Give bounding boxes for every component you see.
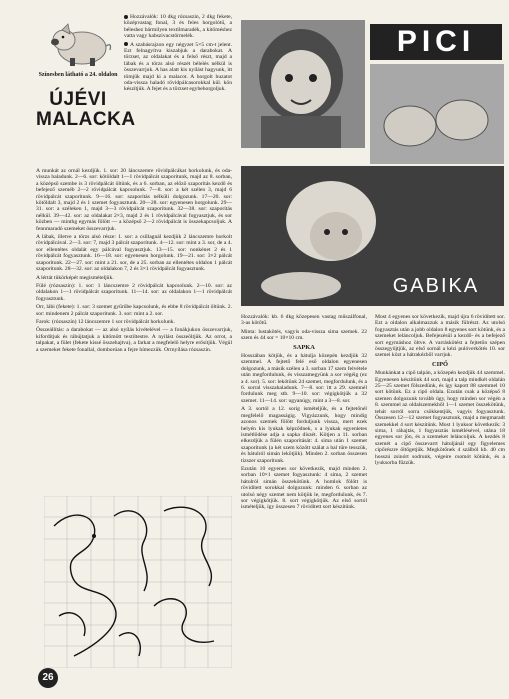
hat-heading: SAPKA [293, 343, 315, 351]
page-number-badge: 26 [38, 668, 58, 688]
legs-paragraph: A lábak, illetve a törzs alsó része: 1. sor: a csillagnál kezdjük 2 láncszemre horkolt rövidpálcával. 2—3. sor: 7, majd 3 pálcát szaporítunk. 4—12. sor: mint a 3. sor, de a 4. sor ellentétes oldalát egy pálcával fogyasztjuk. 13—15. sor: nonkénet 2 és 1 rövidpálcát fogyasztunk. 16—18. sor: egyenesen horgolunk. 19—21. sor: 3×2 pálcát szaporítunk. 22—27. sor: mint a 21. sor, de a 25. sorban az ellentétes oldalon 1 pálcát szaporítunk. 28—32. sor: az oldalakon 7, 2 és 3×1 rövidpálcát fogyasztunk. [36, 234, 232, 273]
mirror-paragraph: A lértát tükörképét megismételjük. [36, 274, 114, 281]
pattern-paragraph: Minta: lustakötés, vagyis oda-vissza sima szemek. 22 szem és 44 sor = 10×10 cm. [241, 328, 367, 342]
instructions-column-middle [241, 314, 367, 692]
intro-column [124, 14, 232, 174]
instructions-column-right [375, 314, 505, 692]
cutting-pattern-diagram [44, 496, 232, 668]
nose-paragraph: Orr, lábi (fekete): 1. sor: 3 szemet gyűrűbe kapcsolunk, és ebbe 8 rövidpálcát öltünk. 2. sor: mindenem 2 pálcát szaporítunk. 3. sor: mint a 2. sor. [36, 304, 232, 317]
hat-paragraph-4: Most 4 egyenes sor következik, majd újra 6 rövidített sor. Ezt a oldalon alkalmazzuk a másik fülrészt. Az utolsó fogyasztás után a jobb oldalon 8 egyenes sort kötünk, és a szemeket leláncoljuk. Befejezésül a kezdő- és a befejező sort egymáshoz öltve. A varráskötést a fejtetőn szépen összegyűjtjük, az első sornál a kézi pulóverkötés 10. sor szemei közt a hátrakézből varrjuk. [375, 314, 505, 359]
materials-paragraph-2: Hozzávalók: kb. 6 dkg közepesen vastag műszálfonal, 3-as kötőtű. [241, 314, 367, 327]
cutting-paragraph: A szabásrajzon egy négyzet 5×5 cm-t jelent. Ezt felnagyítva kiszabjuk a darabokat. A törzset, az oldalakat és a felső részt, majd a lábak és a törzs alsó részét bélelés nélkül is összevarrjuk. A has alatt kis nyílást hagyunk, itt tömjük majd ki a malacot. A horgolt huzatot oda-vissza haladó rövidpálcasorokkal kül. kön készítjük. A fejet és a törzset egybehorgoljuk. [124, 41, 232, 93]
shoe-paragraph: Munkánkat a cipő talpán, a közepén kezdjük 44 szemmel. Egyenesen készítünk 44 sort, majd a talp mindkét oldalán 25—25 szemet fölszedünk, és így kapott 88 szemmel 10 sort kötünk. Ez a cipő oldala. Ezután csak a középső 8 szemen dolgozunk tovább úgy, hogy minden sor végén a 8. szemmel az oldalszemekből 1—1 szemet összekötünk, tehát sorról sorra csökkentjük, vagyis fogyasztunk. Összesen 12—12 szemet fogyasztunk, majd a megmaradt szemekkel 4 sort készítünk. Most 1 lyuksor következik: 3 sima, 1 ráhajtás, 1 fogyasztás ismétlésével, utána 18 egyenes sor jön, és a szemeket leláncoljuk. A kezdés 8 szemét a cipő összevarrt hátuljánál egy figyelemes cipőrészre öltögetjük. Megkötőnek 4 szálból kb. 40 cm hosszú zsinórt sodrunk, végeire csomót kötünk, és a lyuksorba fűzzük. [375, 370, 505, 466]
tail-paragraph: Farok: (rózsaszín) 12 láncszemre 1 sor rövidpálcát horkolunk. [36, 318, 175, 325]
bullet-icon [124, 42, 128, 46]
pattern-title [36, 89, 136, 130]
instructions-column-left [36, 168, 232, 494]
materials-paragraph: Hozzávalók: 10 dkg rózsaszín, 2 dkg fekete, középvastag fonal, 3 és feles horgolótű, a béleshez bármilyen textilmaradék, a kitöméshez vatta vagy habszivacstörmelék. [124, 14, 232, 40]
gabika-heading: GABIKA [392, 275, 480, 297]
bootie-photo [370, 64, 504, 164]
bootie-image [370, 64, 504, 164]
snout-paragraph: A munkát az ornál kezdjük. 1. sor: 20 láncszemre rövidpálcákat horkolunk, és oda-vissza haladunk. 2—6. sor: kötöldalt 1—1 rövidpálcát szaporítunk, majd az 8. sorban, a középső szembe is 3 rövidpálcát öltünk, és a 6. sorban, az előző szaporítás kezdő és befejező szeméb 2—2 rövidpálcát kapcsolunk. 7—8. sor: a két szélen 3, majd 6 rövidpálcát szaporítunk. 9—16. sor: szaporítás nélküli dolgozunk. 17—20. sor: kötöldalt 3, majd 2 és 1 szemet fogyasztunk. 20—28. sor: egyenesen horgolunk. 29—31. sor: a széleken 1, majd 3—3 rövidpálcát szaporítunk. 32—38. sor: szaporítás nélkül. 39—42. sor: az oldalakat 2×3, majd 2 és 1 rövidpálcával fogyasztjuk, és sor közben — minthg egymás fölött — a középső 2—2 rövidpálcát is összekapcsoljuk. A fennmaradó szemeket összevarrjuk. [36, 168, 232, 232]
pici-heading: PICI [370, 24, 502, 60]
title-line-1: ÚJÉVI [49, 89, 107, 110]
piglet-toy-image [46, 16, 118, 68]
color-page-note: Színesben látható a 24. oldalon [38, 72, 118, 78]
ear-paragraph: Fülé (rózsaszín): 1. sor: 1 láncszemre 2 rövidpálcát kapcsolunk. 2—10. sor: az oldalakon 1—1 rövidpálcát szaporítunk. 11—14. sor: az oldalakon 1—1 rövidpálcát fogyasztunk. [36, 282, 232, 302]
hat-paragraph-2: A 3. sortól a 12. sorig ismételjük, és a fejtetőnél megfelelő magasságig. Vigyázzunk, hogy mindig azonos szemek fölött forduljunk vissza, mert ezek helyén kis lyukak képződnek, s a lyukak egyenletes ismétlődése adja a sapka díszét. Kötjen a 11. sorban elkezdjük a fülén szaporítását: 4. sima után 1 szemet szaporítunk (a két szem között szálat a bal tűre tesszük, és hátulról simán lekötjük). Minden 2. sorban összesen tízszer szaporítunk. [241, 406, 367, 464]
shoe-heading: CIPŐ [432, 360, 448, 368]
baby-photo-top [241, 20, 365, 148]
hat-paragraph: Hosszában kötjük, és a hátulja közepén kezdjük 32 szemmel. A fejtető felé eső oldalon egyenesen dolgozunk, a másik szélen a 3. sorban 17 szem felvétele után megfordulunk, és visszamegyünk a sor végéig (ez a 4. sor). 5. sor: lekötünk 24 szemet, megfordulunk, és a 6. sorral visszahaladunk. 7—8. sor: itt a 29. szemnél fordulunk meg stb. 9—10. sor: végigkötjük a 32 szemet. 11—14. sor: ugyanúgy, mint a 3—8. sor. [241, 353, 367, 404]
bullet-icon [124, 15, 128, 19]
baby-face-image [241, 20, 365, 148]
hat-paragraph-3: Ezután 10 egyenes sor következik, majd minden 2. sorban 10×1 szemet fogyasztunk: 4 sima, 2 szemet hátulról simán összekötünk. A homlok fölött is rövidített sorokkal dolgozunk: minden 6. sorban az utolsó négy szemet nem kötjük le, megfordulunk, és 7. sor végigkötjük. 8. sort végigkötjük. Az első sortól ismételjük, így összesen 7 rövidített sort készítünk. [241, 465, 367, 511]
title-line-2: MALACKA [36, 109, 136, 130]
assembly-paragraph: Összeállítás: a darabokat — az alsó nyílás kivételével — a fonákjukon összevarrjuk, kifordítjuk és rábújtatjuk a kitömött textiltestre. A nyílást összeöltjük. Az orrot, a talpakat, a fület (fekete kissé összehajtva), a farkat a megfelelő helyre erősítjük. Végül a szemeket fekete fonallal, domborúan a fejre hímezzük. Orrnyílása rózsaszín. [36, 327, 232, 353]
